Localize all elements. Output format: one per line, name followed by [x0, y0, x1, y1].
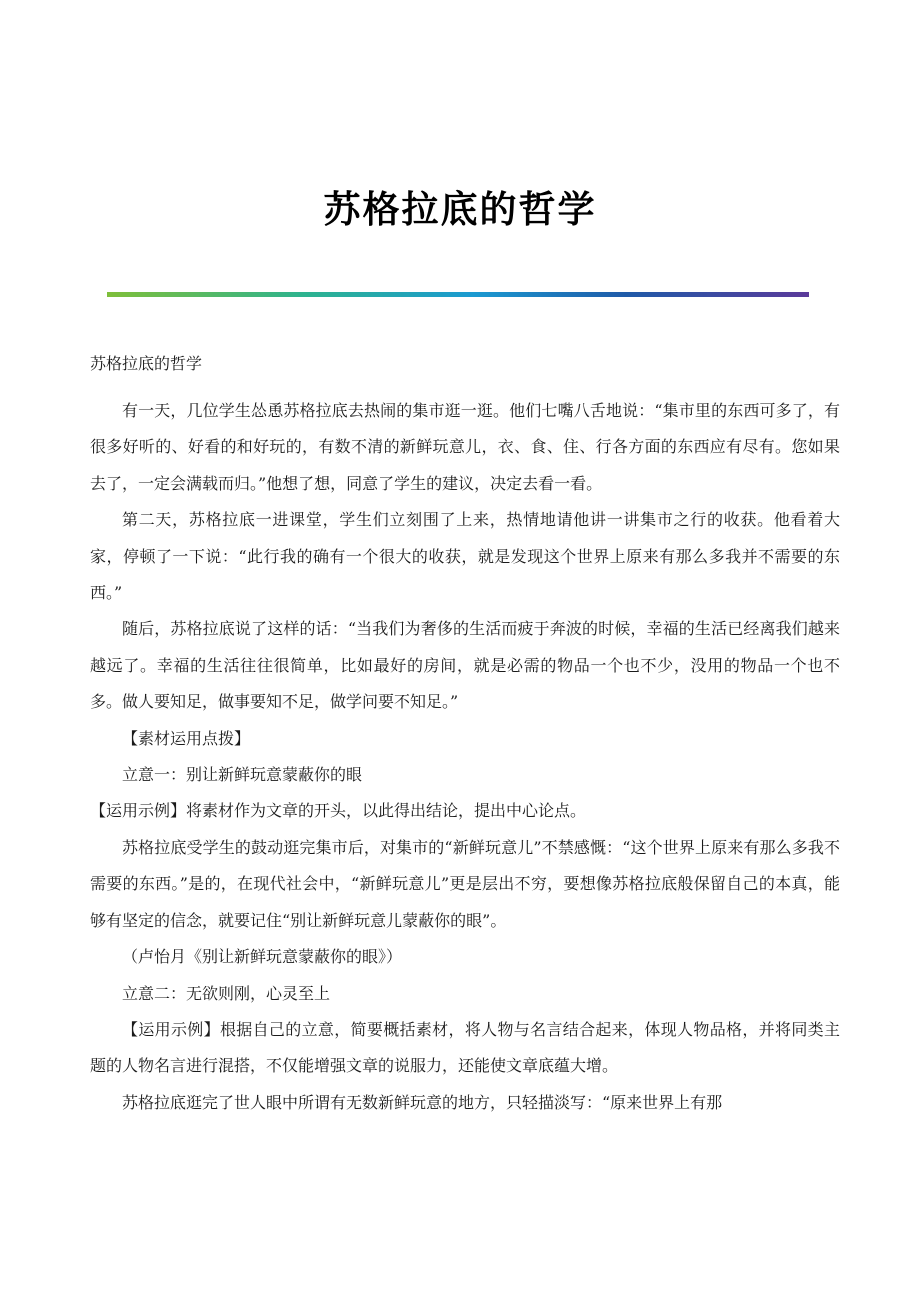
material-tips-heading: 【素材运用点拨】 [122, 728, 251, 748]
paragraph: 苏格拉底逛完了世人眼中所谓有无数新鲜玩意的地方，只轻描淡写：“原来世界上有那 [122, 1092, 723, 1112]
paragraph: 随后，苏格拉底说了这样的话：“当我们为奢侈的生活而疲于奔波的时候，幸福的生活已经离我们越来越远了。幸福的生活往往很简单，比如最好的房间，就是必需的物品一个也不少，没用的物品一个也不多。做人要知足，做事要知不足，做学问要不知足。” [90, 619, 840, 712]
paragraph: 苏格拉底受学生的鼓动逛完集市后，对集市的“新鲜玩意儿”不禁感慨：“这个世界上原来有那么多我不需要的东西。”是的，在现代社会中，“新鲜玩意儿”更是层出不穷，要想像苏格拉底般保留自己的本真，能够有坚定的信念，就要记住“别让新鲜玩意儿蒙蔽你的眼”。 [90, 837, 840, 930]
document-title: 苏格拉底的哲学 [323, 187, 597, 231]
citation: （卢怡月《别让新鲜玩意蒙蔽你的眼》） [122, 947, 403, 967]
theme-two-heading: 立意二：无欲则刚，心灵至上 [122, 983, 331, 1003]
document-body [90, 352, 840, 1121]
usage-example-one: 【运用示例】将素材作为文章的开头，以此得出结论，提出中心论点。 [90, 801, 587, 821]
usage-example-two: 【运用示例】根据自己的立意，简要概括素材，将人物与名言结合起来，体现人物品格，并将同类主题的人物名言进行混搭，不仅能增强文章的说服力，还能使文章底蕴大增。 [90, 1019, 840, 1076]
title-divider [107, 292, 809, 297]
theme-one-heading: 立意一：别让新鲜玩意蒙蔽你的眼 [122, 765, 363, 785]
section-heading: 苏格拉底的哲学 [90, 354, 203, 373]
paragraph: 第二天，苏格拉底一进课堂，学生们立刻围了上来，热情地请他讲一讲集市之行的收获。他看着大家，停顿了一下说：“此行我的确有一个很大的收获，就是发现这个世界上原来有那么多我并不需要的东西。” [90, 510, 840, 603]
paragraph: 有一天，几位学生怂恿苏格拉底去热闹的集市逛一逛。他们七嘴八舌地说：“集市里的东西可多了，有很多好听的、好看的和好玩的，有数不清的新鲜玩意儿，衣、食、住、行各方面的东西应有尽有。您如果去了，一定会满载而归。”他想了想，同意了学生的建议，决定去看一看。 [90, 401, 840, 493]
